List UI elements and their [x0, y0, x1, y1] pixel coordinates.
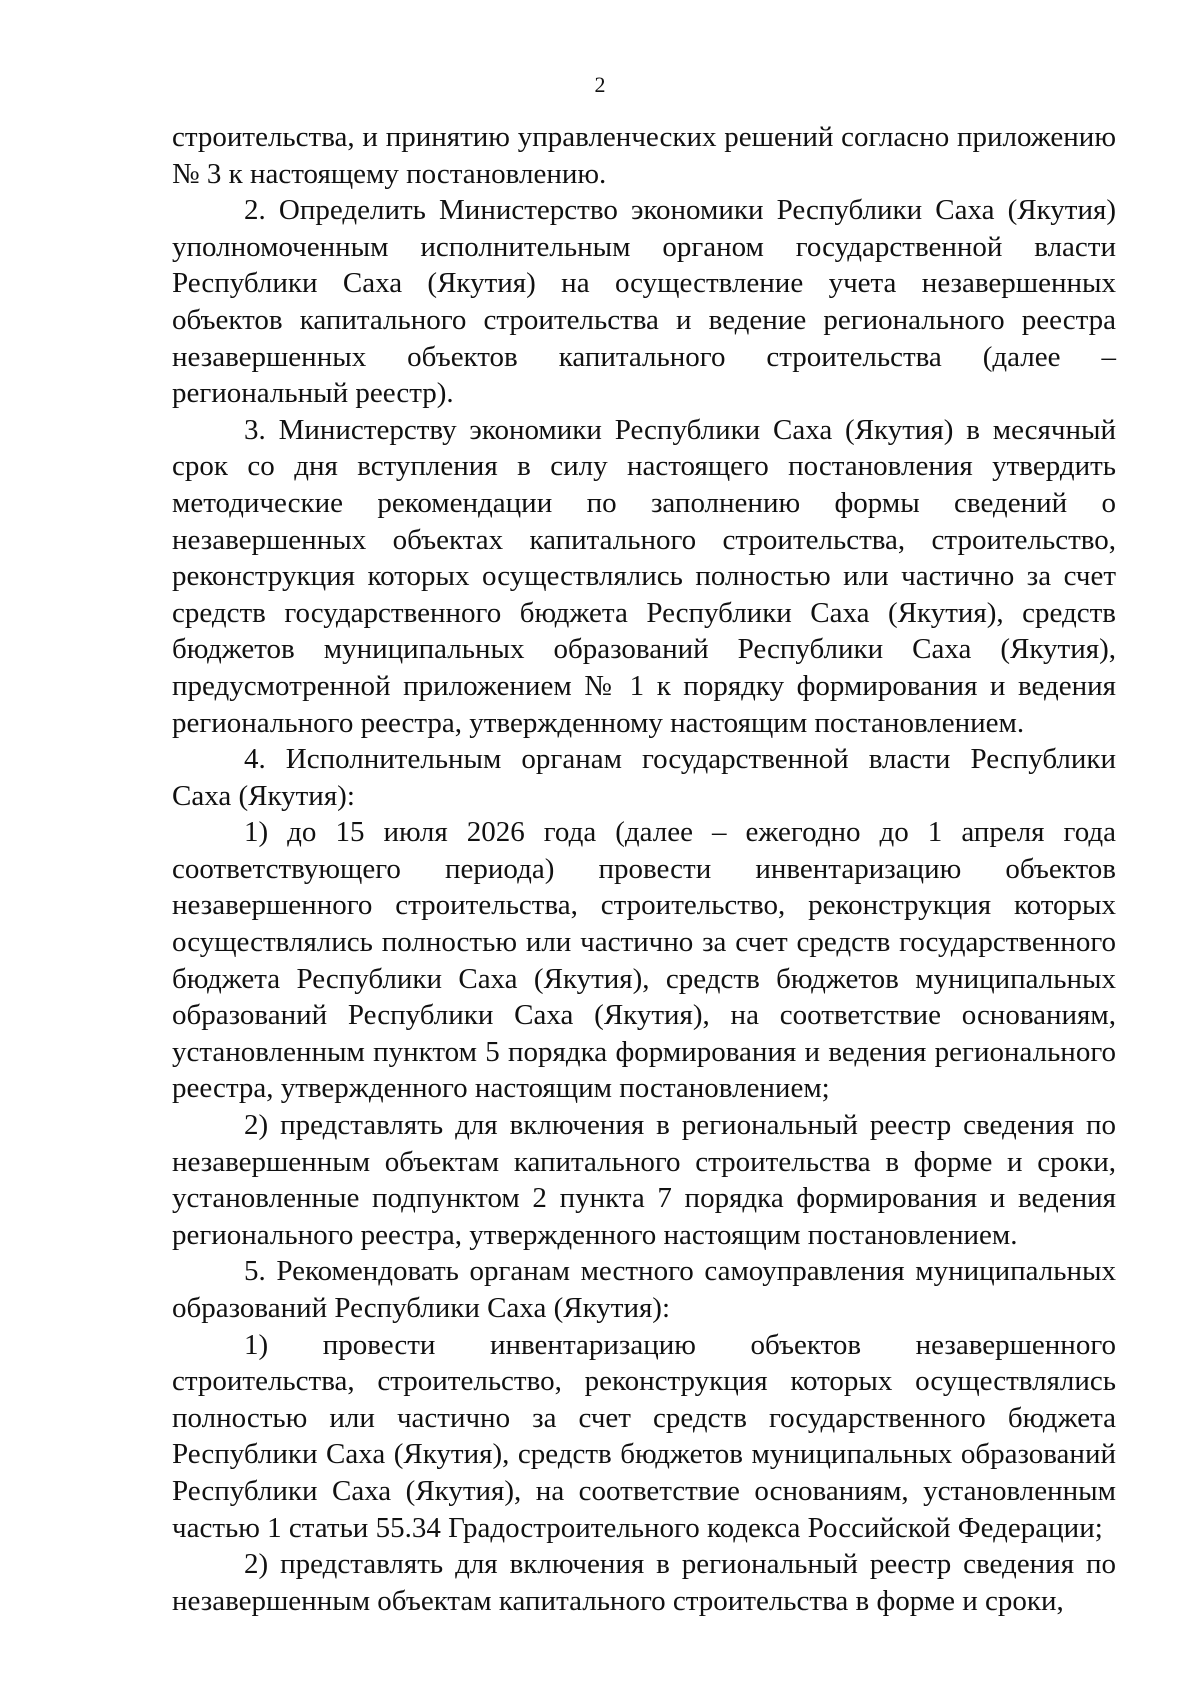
paragraph-item-5: 5. Рекомендовать органам местного самоуправления муниципальных образований Республики Саха (Якутия):	[172, 1255, 1116, 1324]
paragraph-item-4: 4. Исполнительным органам государственной власти Республики Саха (Якутия):	[172, 743, 1116, 812]
paragraph-item-4-sub-1: 1) до 15 июля 2026 года (далее – ежегодно до 1 апреля года соответствующего периода) провести инвентаризацию объектов незавершенного строительства, строительство, реконструкция которых осуществлялись полностью или частично за счет средств государственного бюджета Республики Саха (Якутия), средств бюджетов муниципальных образований Республики Саха (Якутия), на соответствие основаниям, установленным пунктом 5 порядка формирования и ведения регионального реестра, утвержденного настоящим постановлением;	[172, 816, 1116, 1105]
document-body	[172, 119, 1116, 1619]
paragraph-item-5-sub-1: 1) провести инвентаризацию объектов незавершенного строительства, строительство, реконструкция которых осуществлялись полностью или частично за счет средств государственного бюджета Республики Саха (Якутия), средств бюджетов муниципальных образований Республики Саха (Якутия), на соответствие основаниям, установленным частью 1 статьи 55.34 Градостроительного кодекса Российской Федерации;	[172, 1328, 1116, 1544]
paragraph-item-3: 3. Министерству экономики Республики Саха (Якутия) в месячный срок со дня вступления в силу настоящего постановления утвердить методические рекомендации по заполнению формы сведений о незавершенных объектах капитального строительства, строительство, реконструкция которых осуществлялись полностью или частично за счет средств государственного бюджета Республики Саха (Якутия), средств бюджетов муниципальных образований Республики Саха (Якутия), предусмотренной приложением № 1 к порядку формирования и ведения регионального реестра, утвержденному настоящим постановлением.	[172, 413, 1116, 739]
page-number: 2	[594, 72, 606, 97]
paragraph-item-2: 2. Определить Министерство экономики Республики Саха (Якутия) уполномоченным исполнительным органом государственной власти Республики Саха (Якутия) на осуществление учета незавершенных объектов капитального строительства и ведение регионального реестра незавершенных объектов капитального строительства (далее – региональный реестр).	[172, 194, 1116, 410]
paragraph-item-5-sub-2: 2) представлять для включения в региональный реестр сведения по незавершенным объектам капитального строительства в форме и сроки,	[172, 1548, 1116, 1617]
paragraph-continuation: строительства, и принятию управленческих решений согласно приложению № 3 к настоящему постановлению.	[172, 121, 1116, 190]
paragraph-item-4-sub-2: 2) представлять для включения в региональный реестр сведения по незавершенным объектам капитального строительства в форме и сроки, установленные подпунктом 2 пункта 7 порядка формирования и ведения регионального реестра, утвержденного настоящим постановлением.	[172, 1109, 1116, 1251]
